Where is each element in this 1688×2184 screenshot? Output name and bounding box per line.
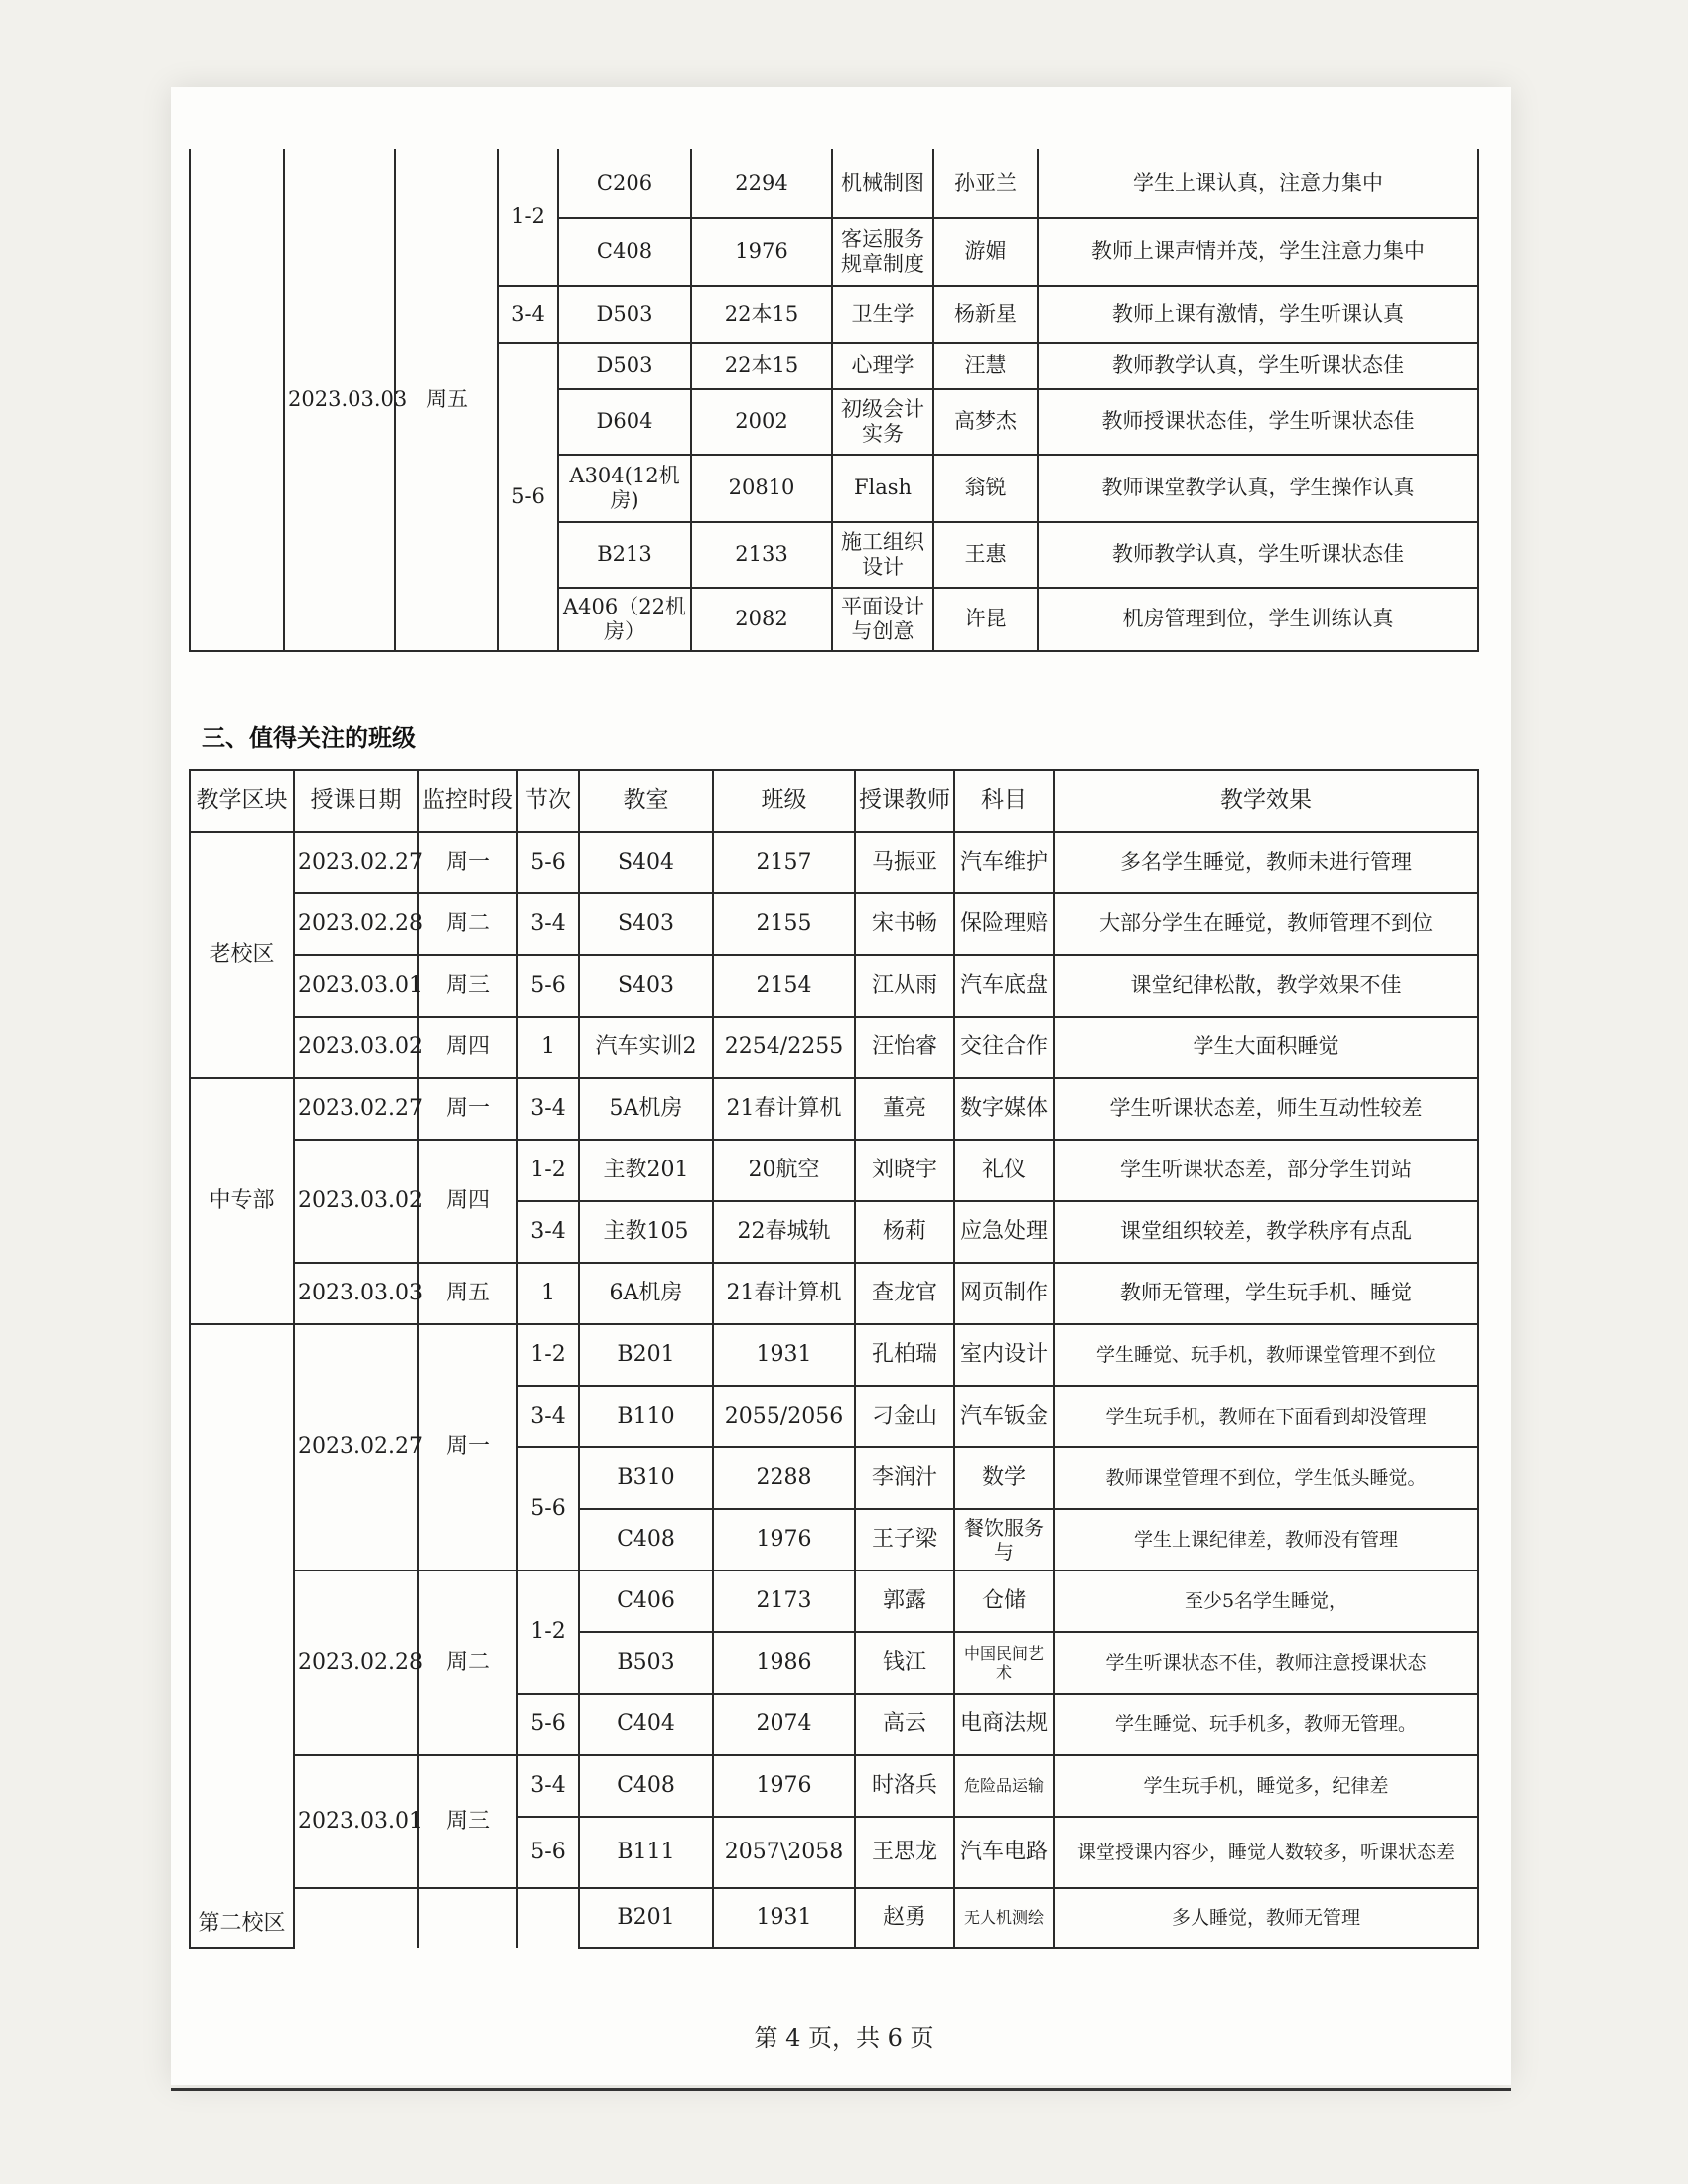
room-cell: B111: [579, 1817, 713, 1888]
subject-cell: 应急处理: [954, 1201, 1054, 1263]
weekday-cell: 周一: [418, 832, 517, 893]
header-date: 授课日期: [294, 770, 418, 832]
room-cell: S403: [579, 955, 713, 1017]
subject-cell: 数学: [954, 1447, 1054, 1509]
period-cell: 3-4: [517, 893, 579, 955]
period-cell: 1: [517, 1017, 579, 1078]
date-cell: 2023.03.02: [294, 1140, 418, 1263]
teacher-cell: 董亮: [855, 1078, 954, 1140]
weekday-cell: 周四: [418, 1017, 517, 1078]
effect-cell: 机房管理到位，学生训练认真: [1038, 588, 1478, 651]
period-cell: 5-6: [517, 1694, 579, 1755]
subject-cell: 室内设计: [954, 1324, 1054, 1386]
teacher-cell: 郭露: [855, 1570, 954, 1632]
table-header-row: [190, 770, 1478, 832]
teacher-cell: 高梦杰: [933, 389, 1038, 455]
teacher-cell: 孙亚兰: [933, 149, 1038, 218]
period-cell: 5-6: [517, 955, 579, 1017]
date-cell: 2023.02.27: [294, 1078, 418, 1140]
room-cell: C408: [579, 1509, 713, 1570]
effect-cell: 教师授课状态佳，学生听课状态佳: [1038, 389, 1478, 455]
class-cell: 22春城轨: [713, 1201, 855, 1263]
subject-cell: 汽车底盘: [954, 955, 1054, 1017]
room-cell: D503: [558, 343, 691, 389]
class-cell: 2074: [713, 1694, 855, 1755]
effect-cell: 多名学生睡觉，教师未进行管理: [1054, 832, 1478, 893]
period-cell: 1-2: [517, 1140, 579, 1201]
teacher-cell: 查龙官: [855, 1263, 954, 1324]
effect-cell: 多人睡觉，教师无管理: [1054, 1888, 1478, 1948]
header-teacher: 授课教师: [855, 770, 954, 832]
subject-cell: 餐饮服务与: [954, 1509, 1054, 1570]
date-cell: 2023.03.01: [294, 955, 418, 1017]
period-cell: 3-4: [498, 286, 558, 343]
subject-cell: 汽车钣金: [954, 1386, 1054, 1447]
header-effect: 教学效果: [1054, 770, 1478, 832]
effect-cell: 教师上课声情并茂，学生注意力集中: [1038, 218, 1478, 286]
room-cell: C206: [558, 149, 691, 218]
class-cell: 21春计算机: [713, 1078, 855, 1140]
room-cell: 汽车实训2: [579, 1017, 713, 1078]
header-block: 教学区块: [190, 770, 294, 832]
effect-cell: 教师教学认真，学生听课状态佳: [1038, 522, 1478, 588]
weekday-cell: 周三: [418, 1755, 517, 1888]
class-cell: 1986: [713, 1632, 855, 1694]
date-cell: 2023.02.28: [294, 1570, 418, 1755]
room-cell: 主教105: [579, 1201, 713, 1263]
effect-cell: 学生玩手机，教师在下面看到却没管理: [1054, 1386, 1478, 1447]
class-cell: 22本15: [691, 343, 832, 389]
class-cell: 1976: [713, 1509, 855, 1570]
table-row: [190, 1140, 1478, 1201]
room-cell: D503: [558, 286, 691, 343]
effect-cell: 大部分学生在睡觉，教师管理不到位: [1054, 893, 1478, 955]
period-cell: 1-2: [498, 149, 558, 286]
room-cell: 5A机房: [579, 1078, 713, 1140]
class-cell: 2082: [691, 588, 832, 651]
header-period: 节次: [517, 770, 579, 832]
class-cell: 2254/2255: [713, 1017, 855, 1078]
table-row: [190, 1888, 1478, 1948]
teacher-cell: 许昆: [933, 588, 1038, 651]
teacher-cell: 翁锐: [933, 455, 1038, 522]
period-cell: 5-6: [498, 343, 558, 651]
subject-cell: Flash: [832, 455, 933, 522]
weekday-cell-empty: [418, 1888, 517, 1948]
period-cell: 3-4: [517, 1201, 579, 1263]
effect-cell: 教师课堂教学认真，学生操作认真: [1038, 455, 1478, 522]
block-cell: 第二校区: [190, 1324, 294, 1948]
table-row: [190, 1324, 1478, 1386]
table-row: [190, 1570, 1478, 1632]
subject-cell: 施工组织设计: [832, 522, 933, 588]
subject-cell: 交往合作: [954, 1017, 1054, 1078]
table-row: [190, 893, 1478, 955]
table-row: [190, 1017, 1478, 1078]
table-row: [190, 1755, 1478, 1817]
block-cell: 老校区: [190, 832, 294, 1078]
effect-cell: 教师上课有激情，学生听课认真: [1038, 286, 1478, 343]
teacher-cell: 高云: [855, 1694, 954, 1755]
period-cell: 3-4: [517, 1386, 579, 1447]
table-row: [190, 955, 1478, 1017]
subject-cell: 汽车维护: [954, 832, 1054, 893]
effect-cell: 教师教学认真，学生听课状态佳: [1038, 343, 1478, 389]
date-cell: 2023.02.27: [294, 832, 418, 893]
date-cell: 2023.03.01: [294, 1755, 418, 1888]
effect-cell: 学生听课状态差，部分学生罚站: [1054, 1140, 1478, 1201]
weekday-cell: 周二: [418, 1570, 517, 1755]
header-subject: 科目: [954, 770, 1054, 832]
room-cell: S403: [579, 893, 713, 955]
teacher-cell: 时洛兵: [855, 1755, 954, 1817]
room-cell: S404: [579, 832, 713, 893]
teacher-cell: 钱江: [855, 1632, 954, 1694]
room-cell: A304(12机房): [558, 455, 691, 522]
table-row: [190, 1263, 1478, 1324]
class-cell: 1931: [713, 1324, 855, 1386]
weekday-cell: 周五: [395, 149, 498, 651]
teacher-cell: 游媚: [933, 218, 1038, 286]
period-cell: 1-2: [517, 1324, 579, 1386]
subject-cell: 电商法规: [954, 1694, 1054, 1755]
period-cell-empty: [517, 1888, 579, 1948]
subject-cell: 保险理赔: [954, 893, 1054, 955]
effect-cell: 学生听课状态差，师生互动性较差: [1054, 1078, 1478, 1140]
teacher-cell: 杨莉: [855, 1201, 954, 1263]
room-cell: 6A机房: [579, 1263, 713, 1324]
period-cell: 3-4: [517, 1078, 579, 1140]
date-cell: 2023.02.28: [294, 893, 418, 955]
subject-cell: 客运服务规章制度: [832, 218, 933, 286]
block-cell: 中专部: [190, 1078, 294, 1324]
teacher-cell: 汪慧: [933, 343, 1038, 389]
weekday-cell: 周五: [418, 1263, 517, 1324]
effect-cell: 教师课堂管理不到位，学生低头睡觉。: [1054, 1447, 1478, 1509]
subject-cell: 中国民间艺术: [954, 1632, 1054, 1694]
teacher-cell: 刁金山: [855, 1386, 954, 1447]
effect-cell: 学生听课状态不佳，教师注意授课状态: [1054, 1632, 1478, 1694]
subject-cell: 仓储: [954, 1570, 1054, 1632]
teacher-cell: 王思龙: [855, 1817, 954, 1888]
section-heading: 三、值得关注的班级: [202, 724, 416, 751]
weekday-cell: 周一: [418, 1324, 517, 1570]
continued-inspection-table: [189, 149, 1479, 652]
room-cell: D604: [558, 389, 691, 455]
subject-cell: 无人机测绘: [954, 1888, 1054, 1948]
class-cell: 2057\2058: [713, 1817, 855, 1888]
room-cell: B310: [579, 1447, 713, 1509]
teacher-cell: 宋书畅: [855, 893, 954, 955]
class-cell: 2155: [713, 893, 855, 955]
class-cell: 2294: [691, 149, 832, 218]
weekday-cell: 周四: [418, 1140, 517, 1263]
teacher-cell: 江从雨: [855, 955, 954, 1017]
class-cell: 22本15: [691, 286, 832, 343]
class-cell: 2173: [713, 1570, 855, 1632]
effect-cell: 课堂纪律松散，教学效果不佳: [1054, 955, 1478, 1017]
subject-cell: 礼仪: [954, 1140, 1054, 1201]
table-row: [190, 149, 1478, 218]
teacher-cell: 汪怡睿: [855, 1017, 954, 1078]
subject-cell: 平面设计与创意: [832, 588, 933, 651]
period-cell: 1: [517, 1263, 579, 1324]
weekday-cell: 周二: [418, 893, 517, 955]
date-cell: 2023.03.03: [294, 1263, 418, 1324]
class-cell: 1931: [713, 1888, 855, 1948]
effect-cell: 课堂组织较差，教学秩序有点乱: [1054, 1201, 1478, 1263]
effect-cell: 至少5名学生睡觉，: [1054, 1570, 1478, 1632]
period-cell: 5-6: [517, 832, 579, 893]
header-monitor-period: 监控时段: [418, 770, 517, 832]
header-room: 教室: [579, 770, 713, 832]
subject-cell: 汽车电路: [954, 1817, 1054, 1888]
subject-cell: 心理学: [832, 343, 933, 389]
subject-cell: 网页制作: [954, 1263, 1054, 1324]
teacher-cell: 刘晓宇: [855, 1140, 954, 1201]
class-cell: 20810: [691, 455, 832, 522]
effect-cell: 学生睡觉、玩手机，教师课堂管理不到位: [1054, 1324, 1478, 1386]
teacher-cell: 李润汁: [855, 1447, 954, 1509]
class-cell: 2157: [713, 832, 855, 893]
room-cell: C408: [558, 218, 691, 286]
weekday-cell: 周三: [418, 955, 517, 1017]
effect-cell: 学生睡觉、玩手机多，教师无管理。: [1054, 1694, 1478, 1755]
subject-cell: 机械制图: [832, 149, 933, 218]
period-cell: 5-6: [517, 1817, 579, 1888]
room-cell: 主教201: [579, 1140, 713, 1201]
class-cell: 2002: [691, 389, 832, 455]
subject-cell: 初级会计实务: [832, 389, 933, 455]
period-cell: 3-4: [517, 1755, 579, 1817]
effect-cell: 学生上课认真，注意力集中: [1038, 149, 1478, 218]
date-cell: 2023.02.27: [294, 1324, 418, 1570]
effect-cell: 课堂授课内容少，睡觉人数较多，听课状态差: [1054, 1817, 1478, 1888]
page-bottom-edge: [171, 2088, 1511, 2091]
subject-cell: 卫生学: [832, 286, 933, 343]
subject-cell: 危险品运输: [954, 1755, 1054, 1817]
room-cell: B201: [579, 1888, 713, 1948]
effect-cell: 学生上课纪律差，教师没有管理: [1054, 1509, 1478, 1570]
table-row: [190, 832, 1478, 893]
room-cell: A406（22机房）: [558, 588, 691, 651]
date-cell: 2023.03.02: [294, 1017, 418, 1078]
class-cell: 2055/2056: [713, 1386, 855, 1447]
page-number: 第 4 页，共 6 页: [754, 2024, 934, 2052]
teacher-cell: 王惠: [933, 522, 1038, 588]
teacher-cell: 马振亚: [855, 832, 954, 893]
class-cell: 2288: [713, 1447, 855, 1509]
teacher-cell: 孔柏瑞: [855, 1324, 954, 1386]
teacher-cell: 赵勇: [855, 1888, 954, 1948]
class-cell: 2154: [713, 955, 855, 1017]
teacher-cell: 王子梁: [855, 1509, 954, 1570]
subject-cell: 数字媒体: [954, 1078, 1054, 1140]
room-cell: C406: [579, 1570, 713, 1632]
table-row: [190, 1078, 1478, 1140]
class-cell: 1976: [691, 218, 832, 286]
class-cell: 2133: [691, 522, 832, 588]
room-cell: B201: [579, 1324, 713, 1386]
effect-cell: 学生大面积睡觉: [1054, 1017, 1478, 1078]
block-cell-empty: [190, 149, 284, 651]
header-class: 班级: [713, 770, 855, 832]
weekday-cell: 周一: [418, 1078, 517, 1140]
effect-cell: 学生玩手机，睡觉多，纪律差: [1054, 1755, 1478, 1817]
room-cell: B110: [579, 1386, 713, 1447]
class-cell: 20航空: [713, 1140, 855, 1201]
room-cell: B213: [558, 522, 691, 588]
room-cell: C404: [579, 1694, 713, 1755]
class-cell: 21春计算机: [713, 1263, 855, 1324]
room-cell: B503: [579, 1632, 713, 1694]
effect-cell: 教师无管理，学生玩手机、睡觉: [1054, 1263, 1478, 1324]
period-cell: 1-2: [517, 1570, 579, 1694]
date-cell: 2023.03.03: [284, 149, 395, 651]
teacher-cell: 杨新星: [933, 286, 1038, 343]
class-cell: 1976: [713, 1755, 855, 1817]
room-cell: C408: [579, 1755, 713, 1817]
period-cell: 5-6: [517, 1447, 579, 1570]
date-cell-empty: [294, 1888, 418, 1948]
attention-classes-table: [189, 769, 1479, 1949]
